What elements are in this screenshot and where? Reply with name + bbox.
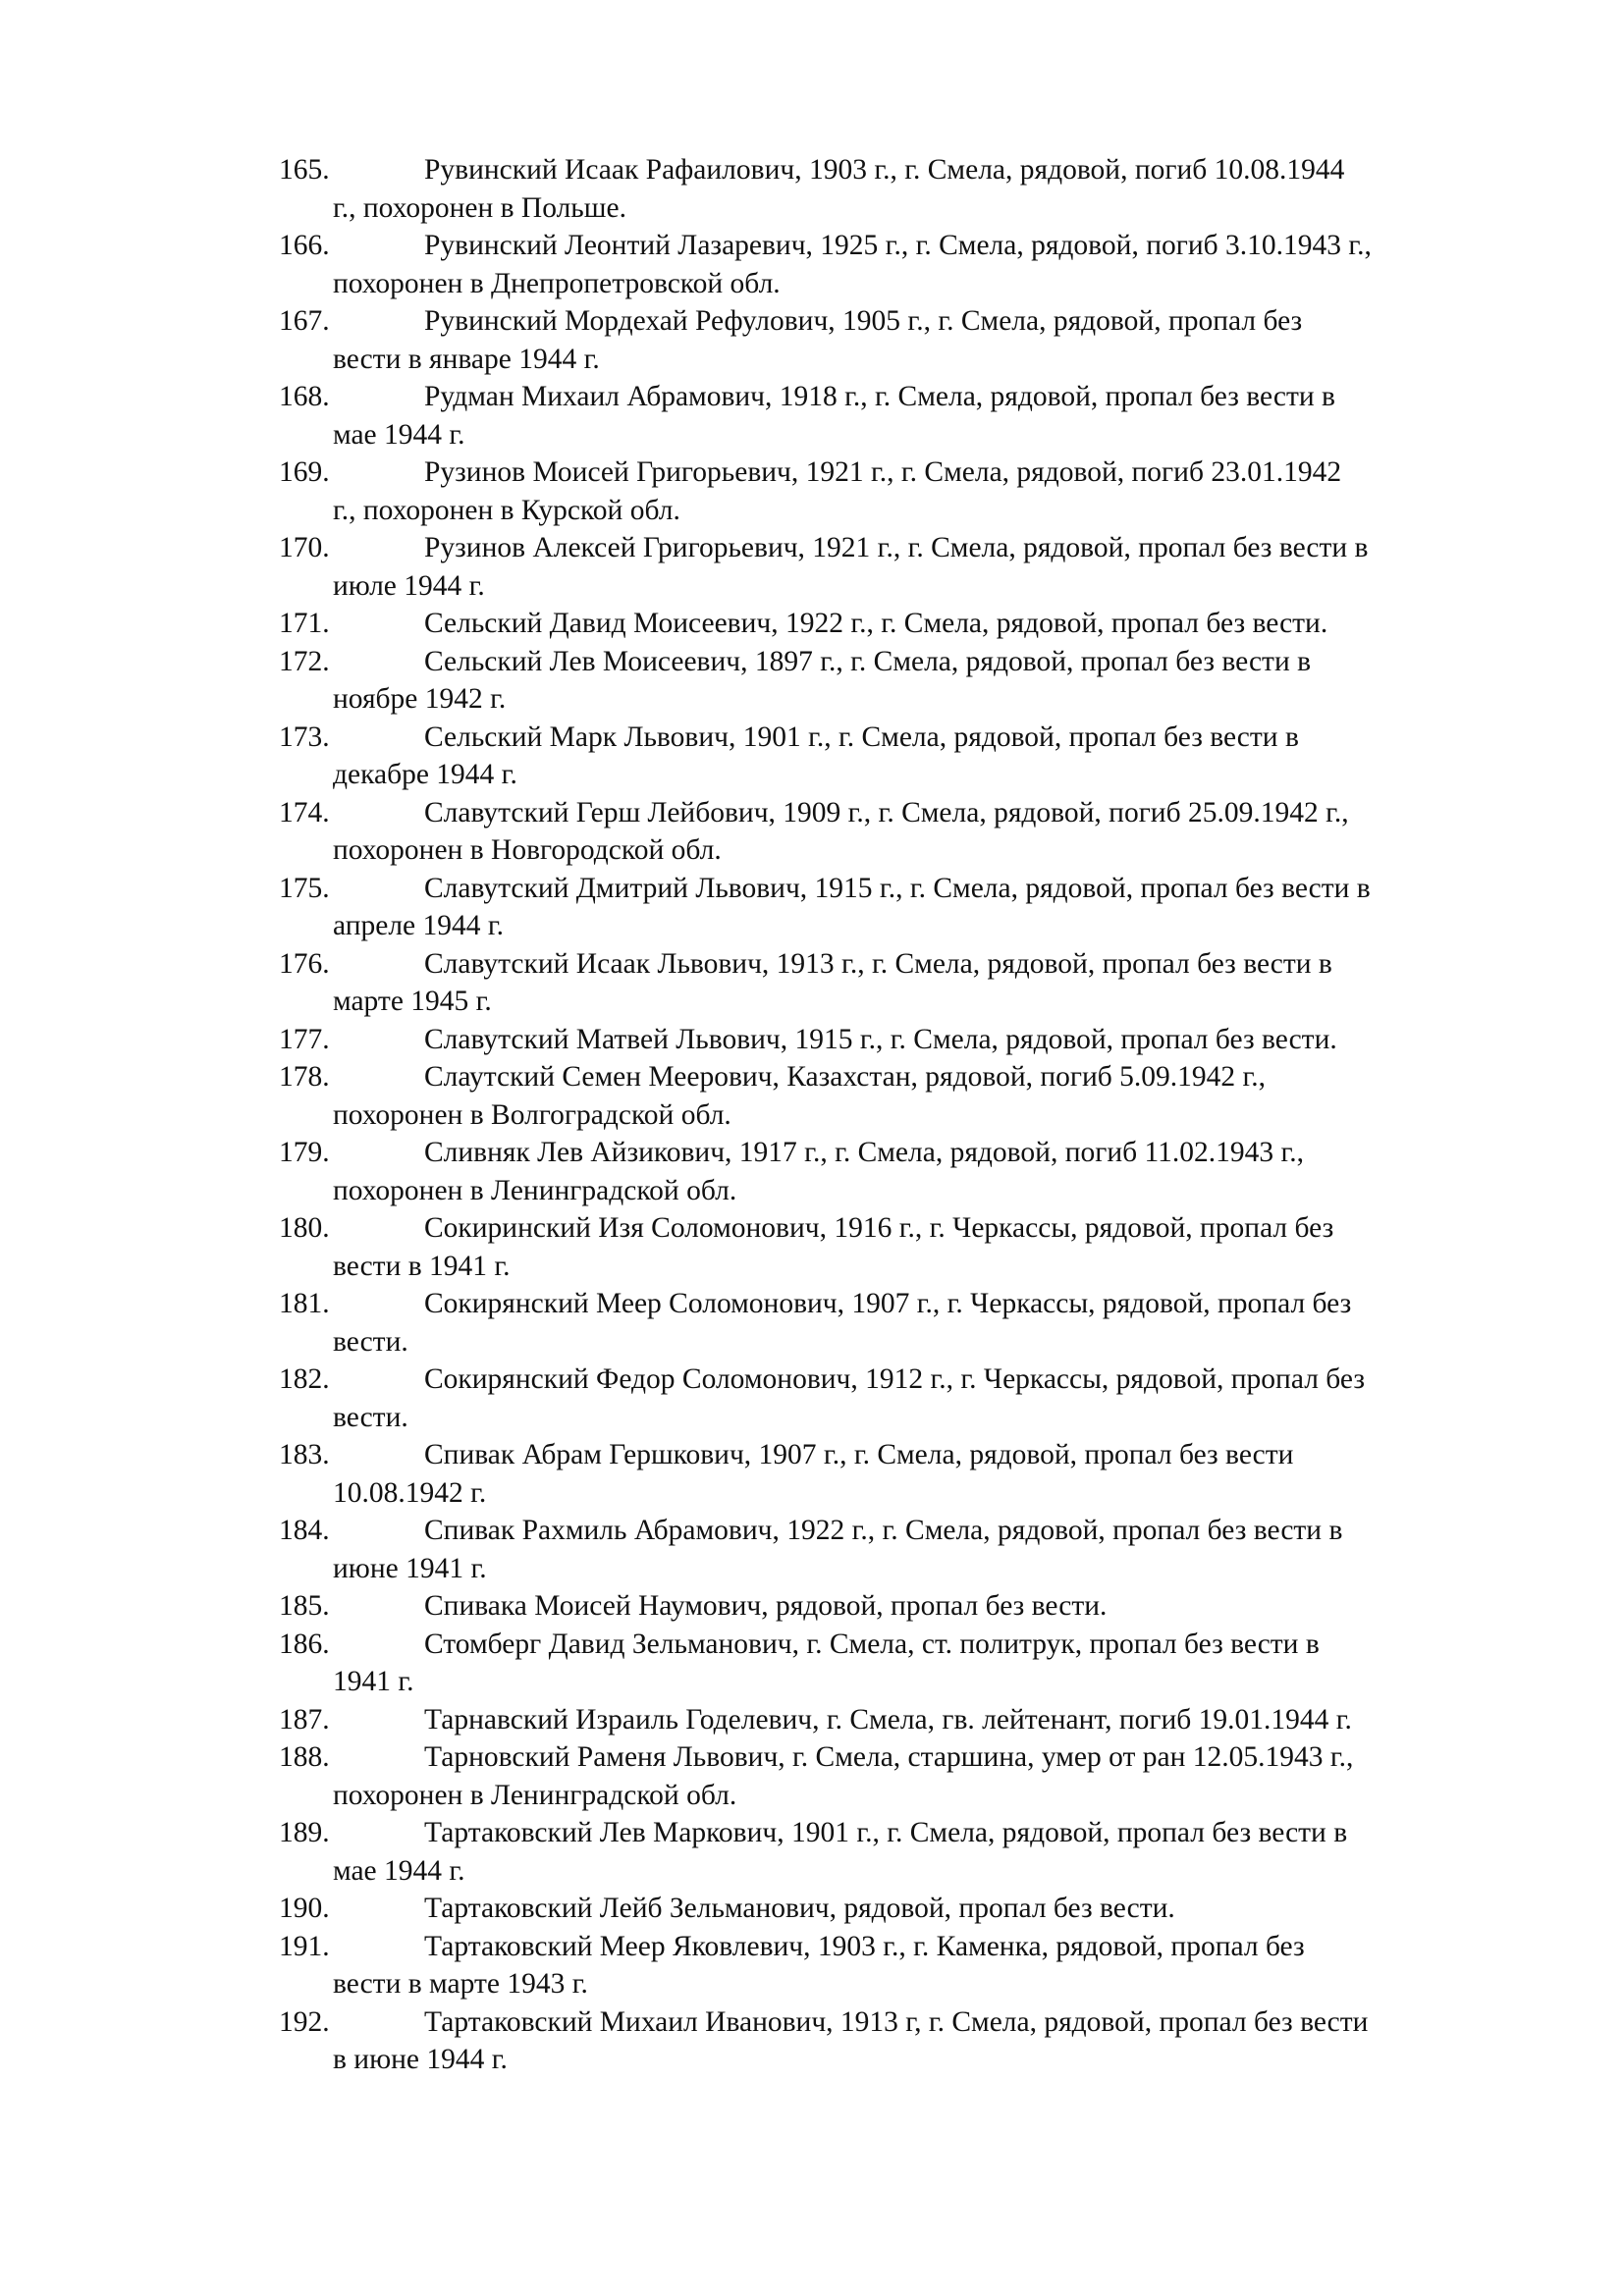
entry-text-line2: июле 1944 г. [333, 569, 485, 602]
list-item [279, 454, 1536, 529]
entry-text-line1: Славутский Дмитрий Львович, 1915 г., г. Смела, рядовой, пропал без вести в [424, 872, 1371, 904]
entry-number: 185. [279, 1590, 330, 1622]
entry-number: 166. [279, 230, 330, 261]
entry-number: 172. [279, 645, 330, 677]
entry-text-line1: Тартаковский Лев Маркович, 1901 г., г. Смела, рядовой, пропал без вести в [424, 1817, 1348, 1848]
list-item [279, 227, 1536, 302]
entry-text-line2: вести в январе 1944 г. [333, 343, 600, 375]
entry-text-line2: г., похоронен в Курской обл. [333, 494, 680, 526]
entry-number: 171. [279, 608, 330, 639]
list-item [279, 1512, 1536, 1587]
entry-text-line2: марте 1945 г. [333, 986, 492, 1017]
entry-text-line1: Рузинов Моисей Григорьевич, 1921 г., г. Смела, рядовой, погиб 23.01.1942 [424, 456, 1342, 488]
entry-text-line2: похоронен в Днепропетровской обл. [333, 267, 781, 299]
entry-text-line1: Рувинский Мордехай Рефулович, 1905 г., г. Смела, рядовой, пропал без [424, 305, 1303, 337]
entry-text-line1: Рузинов Алексей Григорьевич, 1921 г., г. Смела, рядовой, пропал без вести в [424, 532, 1369, 563]
entry-text-line1: Славутский Матвей Львович, 1915 г., г. Смела, рядовой, пропал без вести. [424, 1023, 1337, 1055]
list-item [279, 2003, 1536, 2079]
entry-text-line1: Сокиринский Изя Соломонович, 1916 г., г. Черкассы, рядовой, пропал без [424, 1212, 1334, 1244]
entry-number: 173. [279, 721, 330, 753]
list-item [279, 302, 1536, 378]
list-item [279, 1587, 1536, 1626]
list-item [279, 605, 1536, 643]
entry-text-line1: Сельский Марк Львович, 1901 г., г. Смела, рядовой, пропал без вести в [424, 721, 1299, 753]
list-item [279, 1058, 1536, 1134]
entry-text-line1: Спивака Моисей Наумович, рядовой, пропал без вести. [424, 1590, 1108, 1622]
entry-text-line1: Стомберг Давид Зельманович, г. Смела, ст. политрук, пропал без вести в [424, 1628, 1320, 1660]
entry-text-line1: Сливняк Лев Айзикович, 1917 г., г. Смела, рядовой, погиб 11.02.1943 г., [424, 1137, 1305, 1168]
entry-number: 180. [279, 1212, 330, 1244]
entry-text-line2: похоронен в Ленинградской обл. [333, 1174, 737, 1206]
entry-text-line1: Рувинский Леонтий Лазаревич, 1925 г., г. Смела, рядовой, погиб 3.10.1943 г., [424, 230, 1372, 261]
entry-text-line1: Спивак Абрам Гершкович, 1907 г., г. Смела, рядовой, пропал без вести [424, 1439, 1294, 1470]
entry-number: 187. [279, 1703, 330, 1735]
entry-text-line1: Тарнавский Израиль Годелевич, г. Смела, гв. лейтенант, погиб 19.01.1944 г. [424, 1703, 1352, 1735]
entry-text-line2: в июне 1944 г. [333, 2044, 508, 2075]
entry-text-line1: Сокирянский Федор Соломонович, 1912 г., г. Черкассы, рядовой, пропал без [424, 1363, 1366, 1395]
entry-number: 175. [279, 872, 330, 904]
entry-text-line1: Рудман Михаил Абрамович, 1918 г., г. Смела, рядовой, пропал без вести в [424, 381, 1335, 412]
list-item [279, 1021, 1536, 1059]
entry-text-line2: г., похоронен в Польше. [333, 191, 626, 224]
list-item [279, 1209, 1536, 1285]
entry-number: 168. [279, 381, 330, 412]
entry-number: 188. [279, 1741, 330, 1773]
entry-number: 179. [279, 1137, 330, 1168]
entry-text-line2: 10.08.1942 г. [333, 1476, 487, 1509]
entry-text-line2: июне 1941 г. [333, 1552, 487, 1584]
entry-text-line2: 1941 г. [333, 1666, 414, 1697]
entry-text-line1: Сельский Давид Моисеевич, 1922 г., г. Смела, рядовой, пропал без вести. [424, 608, 1328, 639]
entry-number: 183. [279, 1439, 330, 1470]
entry-text-line1: Тартаковский Лейб Зельманович, рядовой, пропал без вести. [424, 1893, 1175, 1924]
list-item [279, 151, 1536, 227]
list-item [279, 719, 1536, 794]
entry-text-line2: мае 1944 г. [333, 418, 465, 451]
entry-number: 167. [279, 305, 330, 337]
list-item [279, 1928, 1536, 2003]
entry-text-line1: Сокирянский Меер Соломонович, 1907 г., г. Черкассы, рядовой, пропал без [424, 1288, 1352, 1319]
entry-text-line2: вести в 1941 г. [333, 1250, 511, 1282]
entry-text-line2: вести в марте 1943 г. [333, 1968, 588, 2000]
casualty-list [279, 151, 1536, 2079]
list-item [279, 378, 1536, 454]
entry-number: 165. [279, 154, 330, 186]
entry-number: 174. [279, 796, 330, 828]
list-item [279, 1626, 1536, 1701]
entry-number: 189. [279, 1817, 330, 1848]
entry-text-line1: Слаутский Семен Меерович, Казахстан, рядовой, погиб 5.09.1942 г., [424, 1061, 1267, 1093]
list-item [279, 794, 1536, 870]
entry-text-line1: Тартаковский Меер Яковлевич, 1903 г., г. Каменка, рядовой, пропал без [424, 1930, 1305, 1962]
entry-text-line1: Тартаковский Михаил Иванович, 1913 г, г. Смела, рядовой, пропал без вести [424, 2005, 1369, 2038]
entry-text-line2: апреле 1944 г. [333, 910, 505, 941]
list-item [279, 945, 1536, 1021]
entry-number: 181. [279, 1288, 330, 1319]
entry-text-line2: вести. [333, 1401, 408, 1433]
list-item [279, 1436, 1536, 1512]
entry-number: 176. [279, 947, 330, 980]
entry-number: 192. [279, 2005, 330, 2038]
entry-text-line1: Рувинский Исаак Рафаилович, 1903 г., г. Смела, рядовой, погиб 10.08.1944 [424, 154, 1345, 186]
list-item [279, 643, 1536, 719]
entry-text-line1: Славутский Исаак Львович, 1913 г., г. Смела, рядовой, пропал без вести в [424, 947, 1332, 980]
list-item [279, 1890, 1536, 1928]
entry-text-line2: вести. [333, 1325, 408, 1358]
entry-number: 184. [279, 1515, 330, 1546]
entry-number: 191. [279, 1930, 330, 1962]
entry-number: 190. [279, 1893, 330, 1924]
entry-text-line1: Славутский Герш Лейбович, 1909 г., г. Смела, рядовой, погиб 25.09.1942 г., [424, 796, 1349, 828]
list-item [279, 1134, 1536, 1209]
list-item [279, 870, 1536, 945]
list-item [279, 1701, 1536, 1739]
entry-text-line2: декабре 1944 г. [333, 759, 517, 790]
entry-text-line2: похоронен в Волгоградской обл. [333, 1098, 731, 1131]
entry-number: 178. [279, 1061, 330, 1093]
entry-text-line2: мае 1944 г. [333, 1854, 465, 1887]
list-item [279, 1361, 1536, 1436]
entry-number: 182. [279, 1363, 330, 1395]
entry-text-line2: похоронен в Новгородской обл. [333, 834, 722, 866]
list-item [279, 1285, 1536, 1361]
list-item [279, 529, 1536, 605]
list-item [279, 1814, 1536, 1890]
list-item [279, 1738, 1536, 1814]
entry-number: 169. [279, 456, 330, 488]
entry-text-line1: Сельский Лев Моисеевич, 1897 г., г. Смела, рядовой, пропал без вести в [424, 645, 1312, 677]
entry-number: 177. [279, 1023, 330, 1055]
entry-number: 186. [279, 1628, 330, 1660]
entry-text-line1: Спивак Рахмиль Абрамович, 1922 г., г. Смела, рядовой, пропал без вести в [424, 1515, 1343, 1546]
entry-text-line2: ноябре 1942 г. [333, 683, 507, 715]
entry-number: 170. [279, 532, 330, 563]
entry-text-line1: Тарновский Раменя Львович, г. Смела, старшина, умер от ран 12.05.1943 г., [424, 1741, 1354, 1773]
entry-text-line2: похоронен в Ленинградской обл. [333, 1779, 737, 1811]
